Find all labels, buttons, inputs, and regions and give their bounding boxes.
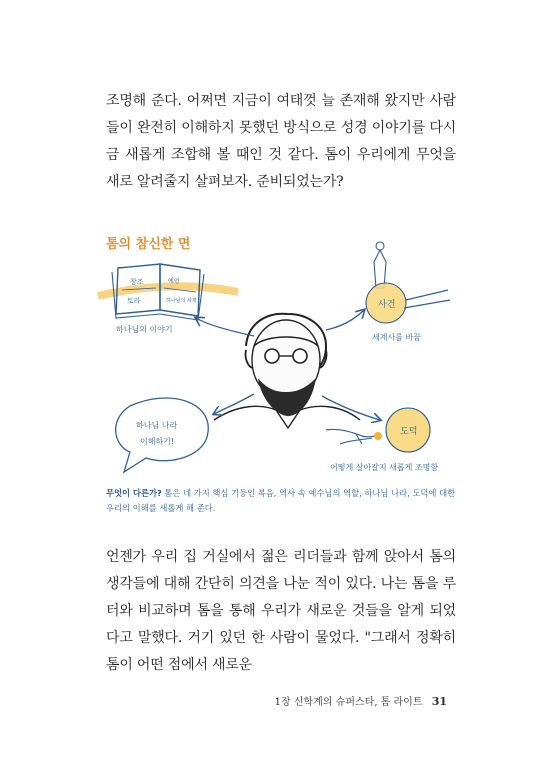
book-label-torah: 토라 xyxy=(127,297,141,305)
ethics-label: 도덕 xyxy=(400,427,418,437)
arrow-to-ethics xyxy=(322,396,380,420)
body-paragraph-1: 조명해 준다. 어쩌면 지금이 여태껏 늘 존재해 왔지만 사람들이 완전히 이해하지 못했던 방식으로 성경 이야기를 다시금 새롭게 조합해 볼 때인 것 같다. 톰이 우리에게 무엇을 새로 알려줄지 살펴보자. 준비되었는가? xyxy=(106,93,456,190)
page-number: 31 xyxy=(431,695,447,708)
open-book-icon xyxy=(98,264,238,320)
arrow-to-kingdom xyxy=(214,394,254,414)
event-caption: 세계사를 바꿈 xyxy=(372,333,421,342)
caption-label: 무엇이 다른가? xyxy=(106,488,162,498)
lamp-icon xyxy=(326,408,430,452)
tom-wright-portrait xyxy=(214,314,360,428)
event-label: 사건 xyxy=(378,300,396,310)
kingdom-bubble-line1: 하나님 나라 xyxy=(136,421,178,430)
arrow-to-event xyxy=(326,310,364,330)
figure-caption xyxy=(106,486,460,516)
ethics-caption: 어떻게 살아갈지 새롭게 조명함 xyxy=(330,463,439,472)
book-label-creation: 창조 xyxy=(130,278,144,286)
arrow-to-book xyxy=(196,318,254,336)
chapter-title: 1장 신학계의 슈퍼스타, 톰 라이트 xyxy=(274,697,423,708)
section-title: 톰의 참신한 면 xyxy=(106,237,191,252)
book-label-gods-world: 하나님의 세계 xyxy=(166,298,197,304)
book-label-prophecy: 예언 xyxy=(168,278,180,285)
caption-text: 톰은 네 가지 핵심 기둥인 복음, 역사 속 예수님의 역할, 하나님 나라, 도덕에 대한 우리의 이해를 새롭게 해 준다. xyxy=(106,488,456,513)
speech-bubble-icon xyxy=(116,398,209,472)
kingdom-bubble-line2: 이해하기! xyxy=(140,437,175,446)
page-footer xyxy=(275,693,447,708)
book-caption: 하나님의 이야기 xyxy=(116,325,173,334)
event-orb-icon xyxy=(366,242,450,323)
body-paragraph-2: 언젠가 우리 집 거실에서 젊은 리더들과 함께 앉아서 톰의 생각들에 대해 간단히 의견을 나눈 적이 있다. 나는 톰을 루터와 비교하며 톰을 통해 우리가 새로운 것들을 알게 되었다고 말했다. 거기 있던 한 사람이 물었다. "그래서 정확히 톰이 어떤 점에서 새로운 xyxy=(106,549,456,673)
